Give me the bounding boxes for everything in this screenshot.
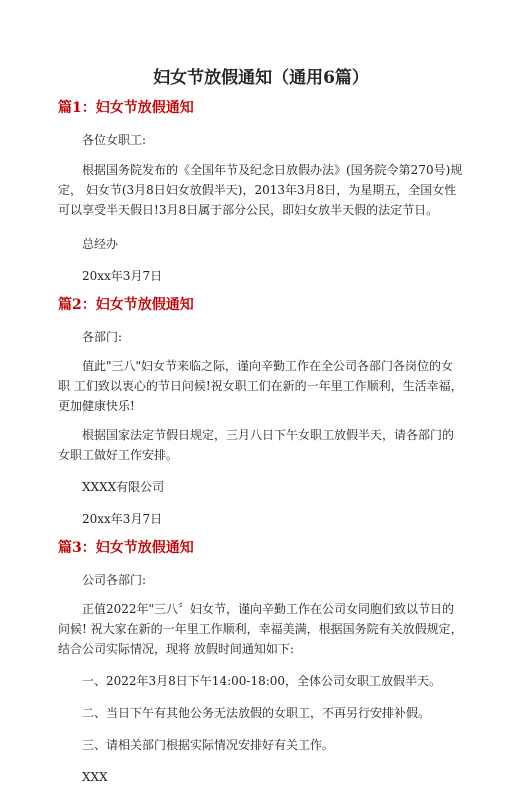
section-3-item-3: 三、请相关部门根据实际情况安排好有关工作。 bbox=[82, 738, 335, 752]
section-3-paragraph-1: 正值2022年"三八〞妇女节，谨向辛勤工作在公司女同胞们致以节日的问候! 祝大家在新的一年里工作顺利，幸福美满，根据国务院有关放假规定，结合公司实际情况，现将 放假时间通知如下: bbox=[58, 602, 463, 656]
section-3-item-2: 二、当日下午有其他公务无法放假的女职工，不再另行安排补假。 bbox=[82, 706, 431, 720]
section-3-signature: XXX bbox=[82, 770, 108, 784]
section-3-heading: 篇3：妇女节放假通知 bbox=[58, 540, 194, 556]
section-2-paragraph-1: 值此"三八"妇女节来临之际，谨向辛勤工作在全公司各部门各岗位的女职 工们致以衷心的节日问候!祝女职工们在新的一年里工作顺利，生活幸福，更加健康快乐! bbox=[58, 359, 463, 413]
section-1-signature: 总经办 bbox=[82, 237, 119, 251]
section-2-signature: XXXX有限公司 bbox=[82, 480, 165, 494]
section-1-salutation: 各位女职工: bbox=[82, 133, 147, 147]
section-2-paragraph-2: 根据国家法定节假日规定，三月八日下午女职工放假半天，请各部门的女职工做好工作安排。 bbox=[58, 428, 455, 462]
section-3-item-1: 一、2022年3月8日下午14:00-18:00，全体公司女职工放假半天。 bbox=[82, 674, 442, 688]
section-1-heading: 篇1：妇女节放假通知 bbox=[58, 100, 194, 116]
section-2-salutation: 各部门: bbox=[82, 330, 123, 344]
document-title: 妇女节放假通知（通用6篇） bbox=[153, 68, 369, 88]
section-3-salutation: 公司各部门: bbox=[82, 573, 147, 587]
section-1-date: 20xx年3月7日 bbox=[82, 269, 163, 283]
section-1-paragraph-1: 根据国务院发布的《全国年节及纪念日放假办法》(国务院令第270号)规定， 妇女节(3月8日妇女放假半天)，2013年3月8日，为星期五，全国女性可以享受半天假日!3月8日属于部分公民，即妇女放半天假的法定节日。 bbox=[58, 163, 463, 217]
section-2-heading: 篇2：妇女节放假通知 bbox=[58, 297, 194, 313]
section-2-date: 20xx年3月7日 bbox=[82, 512, 163, 526]
